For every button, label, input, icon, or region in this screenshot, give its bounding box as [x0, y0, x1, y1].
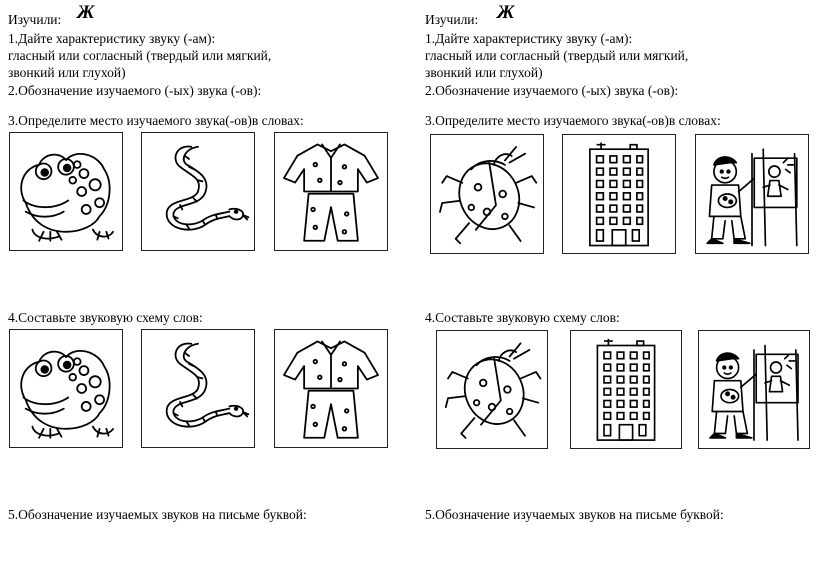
painter-icon	[699, 331, 809, 448]
pajamas-icon	[275, 330, 387, 447]
task-5: 5.Обозначение изучаемых звуков на письме буквой:	[425, 507, 724, 522]
snake-picture-card-2	[141, 329, 255, 448]
task-3: 3.Определите место изучаемого звука(-ов)в словах:	[425, 113, 721, 128]
frog-icon	[10, 330, 122, 447]
painter-picture-card-2	[698, 330, 810, 449]
beetle-icon	[431, 135, 543, 253]
task-1-line-1: 1.Дайте характеристику звуку (-ам):	[425, 31, 633, 46]
building-icon	[571, 331, 681, 448]
building-picture-card-2	[570, 330, 682, 449]
studied-letter: Ж	[497, 2, 515, 23]
snake-icon	[142, 133, 254, 250]
task-2: 2.Обозначение изучаемого (-ых) звука (-ов):	[8, 83, 262, 98]
pajamas-icon	[275, 133, 387, 250]
beetle-picture-card	[430, 134, 544, 254]
task-5: 5.Обозначение изучаемых звуков на письме буквой:	[8, 507, 307, 522]
frog-picture-card	[9, 132, 123, 251]
painter-picture-card	[695, 134, 809, 254]
snake-icon	[142, 330, 254, 447]
studied-label: Изучили:	[8, 12, 62, 27]
snake-picture-card	[141, 132, 255, 251]
studied-letter: Ж	[77, 2, 95, 23]
task-1-line-2: гласный или согласный (твердый или мягкий,	[425, 48, 689, 63]
task-1-line-2: гласный или согласный (твердый или мягкий,	[8, 48, 272, 63]
worksheet-left	[0, 0, 400, 569]
pajamas-picture-card	[274, 132, 388, 251]
pajamas-picture-card-2	[274, 329, 388, 448]
task-1-line-3: звонкий или глухой)	[425, 65, 543, 80]
task-4: 4.Составьте звуковую схему слов:	[8, 310, 203, 325]
building-picture-card	[562, 134, 676, 254]
building-icon	[563, 135, 675, 253]
beetle-picture-card-2	[436, 330, 548, 449]
painter-icon	[696, 135, 808, 253]
task-1-line-3: звонкий или глухой)	[8, 65, 126, 80]
task-3: 3.Определите место изучаемого звука(-ов)в словах:	[8, 113, 304, 128]
studied-label: Изучили:	[425, 12, 479, 27]
task-1-line-1: 1.Дайте характеристику звуку (-ам):	[8, 31, 216, 46]
frog-icon	[10, 133, 122, 250]
task-2: 2.Обозначение изучаемого (-ых) звука (-ов):	[425, 83, 679, 98]
worksheet-right	[418, 0, 816, 569]
beetle-icon	[437, 331, 547, 448]
frog-picture-card-2	[9, 329, 123, 448]
task-4: 4.Составьте звуковую схему слов:	[425, 310, 620, 325]
